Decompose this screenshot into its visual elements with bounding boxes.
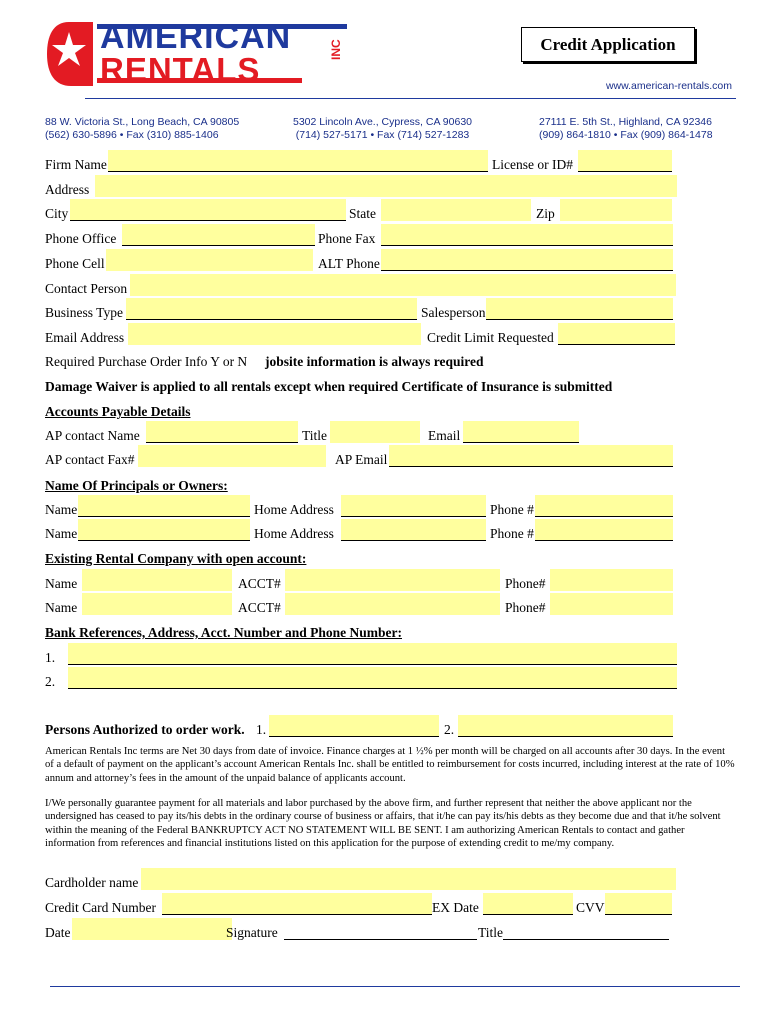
zip-field[interactable] [560,199,672,221]
terms-paragraph: American Rentals Inc terms are Net 30 days from date of invoice. Finance charges at 1 ½% per month will be charged on all accounts after 30 days. In the event of a default of payment on the applicant’s account American Rentals Inc. shall be entitled to reimbursement for costs incurred, including interest at the rate of 10% annum and attorney’s fees in the amount of the unpaid balance of applicants account. [45,746,735,784]
ap-contact-label: AP contact Name [45,428,140,443]
cvv-field[interactable] [605,893,672,915]
phone-cell-label: Phone Cell [45,256,105,271]
contact-person-field[interactable] [130,274,676,296]
business-type-label: Business Type [45,305,123,320]
ap-email-label: Email [428,428,461,443]
auth2-label: 2. [444,722,455,737]
card-number-label: Credit Card Number [45,900,156,915]
phone-office-field[interactable] [122,224,315,246]
principal1-phone-label: Phone # [490,502,534,517]
auth1-label: 1. [256,722,267,737]
credit-limit-field[interactable] [558,323,675,345]
principal1-home-field[interactable] [341,495,486,517]
existing2-acct-label: ACCT# [238,600,281,615]
alt-phone-field[interactable] [381,249,673,271]
credit-limit-label: Credit Limit Requested [427,330,554,345]
existing1-name-label: Name [45,576,78,591]
principal2-phone-field[interactable] [535,519,673,541]
email-address-label: Email Address [45,330,125,345]
existing1-name-field[interactable] [82,569,232,591]
authorized-label: Persons Authorized to order work. [45,722,245,737]
logo-line2: RENTALS [100,51,261,88]
office-cypress: 5302 Lincoln Ave., Cypress, CA 90630 (714) 527-5171 • Fax (714) 527-1283 [293,116,473,141]
jobsite-note: jobsite information is always required [265,354,484,369]
contact-person-label: Contact Person [45,281,128,296]
existing2-name-label: Name [45,600,78,615]
state-label: State [349,206,376,221]
cardholder-label: Cardholder name [45,875,139,890]
salesperson-field[interactable] [486,298,673,320]
date-label: Date [45,925,71,940]
address-label: Address [45,182,90,197]
license-field[interactable] [578,150,672,172]
principal1-name-field[interactable] [78,495,250,517]
existing2-name-field[interactable] [82,593,232,615]
existing2-phone-label: Phone# [505,600,546,615]
office-long-beach: 88 W. Victoria St., Long Beach, CA 90805 (562) 630-5896 • Fax (310) 885-1406 [45,116,240,141]
auth1-field[interactable] [269,715,439,737]
existing1-acct-label: ACCT# [238,576,281,591]
bank1-field[interactable] [68,643,677,665]
business-type-field[interactable] [126,298,417,320]
city-label: City [45,206,69,221]
ap-title-label: Title [302,428,328,443]
cardholder-field[interactable] [141,868,676,890]
existing2-acct-field[interactable] [285,593,500,615]
ex-date-field[interactable] [483,893,573,915]
signature-label: Signature [226,925,278,940]
principal1-phone-field[interactable] [535,495,673,517]
alt-phone-label: ALT Phone [318,256,380,271]
ap-contact-field[interactable] [146,421,298,443]
phone-cell-field[interactable] [106,249,313,271]
damage-waiver-note: Damage Waiver is applied to all rentals except when required Certificate of Insurance is submitted [45,379,613,394]
existing2-phone-field[interactable] [550,593,673,615]
principal1-home-label: Home Address [254,502,334,517]
card-number-field[interactable] [162,893,432,915]
address-field[interactable] [95,175,677,197]
ap-email-field[interactable] [463,421,579,443]
existing-heading: Existing Rental Company with open account: [45,551,307,566]
license-label: License or ID# [492,157,573,172]
ap-details-heading: Accounts Payable Details [45,404,191,419]
principal2-name-label: Name [45,526,78,541]
existing1-acct-field[interactable] [285,569,500,591]
phone-fax-label: Phone Fax [318,231,376,246]
title2-line[interactable] [503,939,669,940]
bank2-label: 2. [45,674,56,689]
state-field[interactable] [381,199,531,221]
signature-line[interactable] [284,939,477,940]
principal2-home-label: Home Address [254,526,334,541]
auth2-field[interactable] [458,715,673,737]
salesperson-label: Salesperson [421,305,486,320]
ap-email2-label: AP Email [335,452,388,467]
ap-title-field[interactable] [330,421,420,443]
email-address-field[interactable] [128,323,421,345]
company-logo [45,18,355,90]
cvv-label: CVV [576,900,605,915]
footer-rule [50,986,740,987]
firm-name-label: Firm Name [45,157,107,172]
bank2-field[interactable] [68,667,677,689]
bank-heading: Bank References, Address, Acct. Number and Phone Number: [45,625,402,640]
existing1-phone-label: Phone# [505,576,546,591]
principal2-name-field[interactable] [78,519,250,541]
title2-label: Title [478,925,504,940]
page-title: Credit Application [540,35,676,54]
ap-email2-field[interactable] [389,445,673,467]
ex-date-label: EX Date [432,900,479,915]
title-box [521,27,695,62]
ap-fax-label: AP contact Fax# [45,452,135,467]
phone-fax-field[interactable] [381,224,673,246]
date-field[interactable] [72,918,232,940]
logo-line1: AMERICAN [100,18,292,56]
bank1-label: 1. [45,650,56,665]
principal2-phone-label: Phone # [490,526,534,541]
guarantee-paragraph: I/We personally guarantee payment for all materials and labor purchased by the above firm, and further represent that neither the above applicant nor the undersigned has ceased to pay its/his debts in the ordinary course of business or affairs, that it/he can pay its/his debts as they become due and that it/he solvent within the meaning of the Federal BANKRUPTCY ACT NO STATEMENT WILL BE SENT. I am authorizing American Rentals to contact and gather information from references and financial institutions listed on this application for the purpose of extending credit to me/my company. [45,798,721,850]
city-field[interactable] [70,199,346,221]
office-highland: 27111 E. 5th St., Highland, CA 92346 (909) 864-1810 • Fax (909) 864-1478 [539,116,713,141]
header-rule [85,98,736,99]
principal1-name-label: Name [45,502,78,517]
zip-label: Zip [536,206,555,221]
phone-office-label: Phone Office [45,231,117,246]
po-info-label: Required Purchase Order Info Y or N [45,354,248,369]
logo-inc: INC [329,39,343,60]
firm-name-field[interactable] [108,150,488,172]
existing1-phone-field[interactable] [550,569,673,591]
principals-heading: Name Of Principals or Owners: [45,478,228,493]
principal2-home-field[interactable] [341,519,486,541]
website[interactable]: www.american-rentals.com [605,80,732,92]
ap-fax-field[interactable] [138,445,326,467]
